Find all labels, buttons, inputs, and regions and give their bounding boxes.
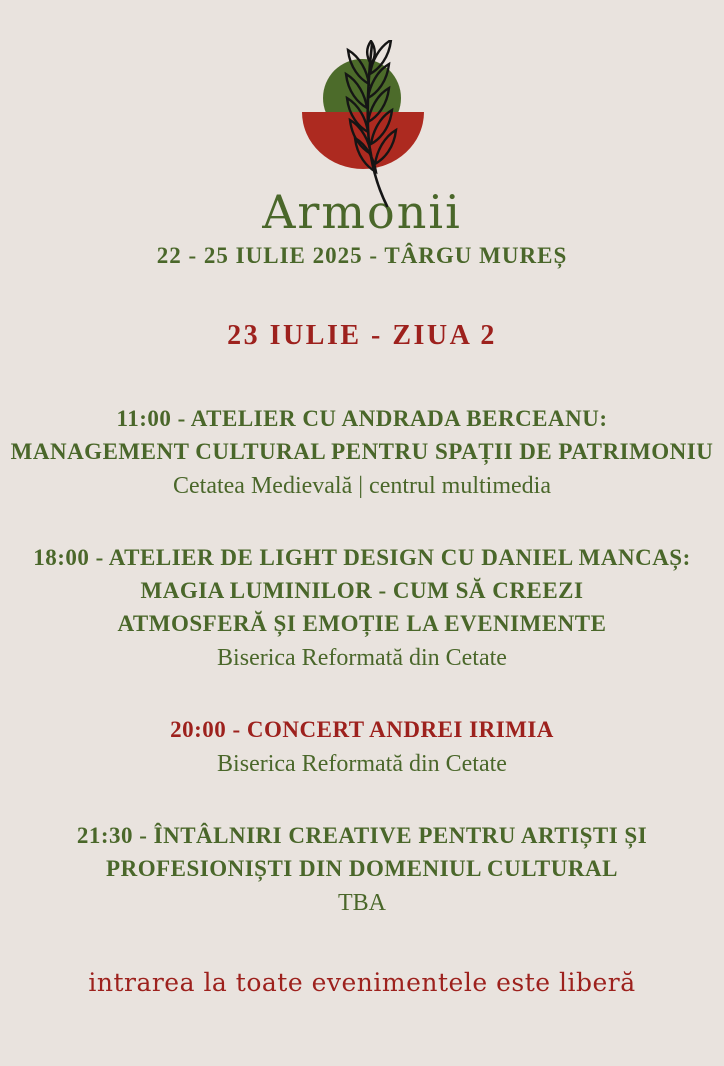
event-venue: Biserica Reformată din Cetate: [217, 751, 507, 777]
festival-dates: 22 - 25 IULIE 2025 - TÂRGU MUREȘ: [156, 243, 568, 268]
event-title-line: MAGIA LUMINILOR - CUM SĂ CREEZI: [140, 578, 584, 603]
event-poster: [0, 42, 724, 1066]
event-item-1100: [0, 402, 724, 504]
event-item-1800: [0, 541, 724, 676]
event-venue: Biserica Reformată din Cetate: [217, 645, 507, 671]
event-list: [0, 402, 724, 921]
event-title-line: 18:00 - ATELIER DE LIGHT DESIGN CU DANIEL MANCAȘ:: [33, 545, 691, 570]
event-title-line: 21:30 - ÎNTÂLNIRI CREATIVE PENTRU ARTIȘTI ȘI: [76, 823, 648, 848]
event-venue: TBA: [338, 890, 386, 916]
festival-title: Armonii: [262, 185, 462, 239]
event-title-line: MANAGEMENT CULTURAL PENTRU SPAȚII DE PATRIMONIU: [10, 439, 714, 464]
event-title-line: ATMOSFERĂ ȘI EMOȚIE LA EVENIMENTE: [117, 611, 607, 636]
event-title-line: 11:00 - ATELIER CU ANDRADA BERCEANU:: [116, 406, 608, 431]
footer-note: intrarea la toate evenimentele este liberă: [88, 968, 636, 997]
event-venue: Cetatea Medievală | centrul multimedia: [173, 473, 551, 499]
event-item-2000: [0, 713, 724, 782]
event-item-2130: [0, 819, 724, 921]
event-title-line: PROFESIONIȘTI DIN DOMENIUL CULTURAL: [106, 856, 618, 881]
event-title-line: 20:00 - CONCERT ANDREI IRIMIA: [170, 717, 554, 742]
wheat-stalk-icon: [330, 40, 414, 210]
festival-logo: [0, 42, 724, 187]
day-heading: 23 IULIE - ZIUA 2: [227, 320, 497, 351]
